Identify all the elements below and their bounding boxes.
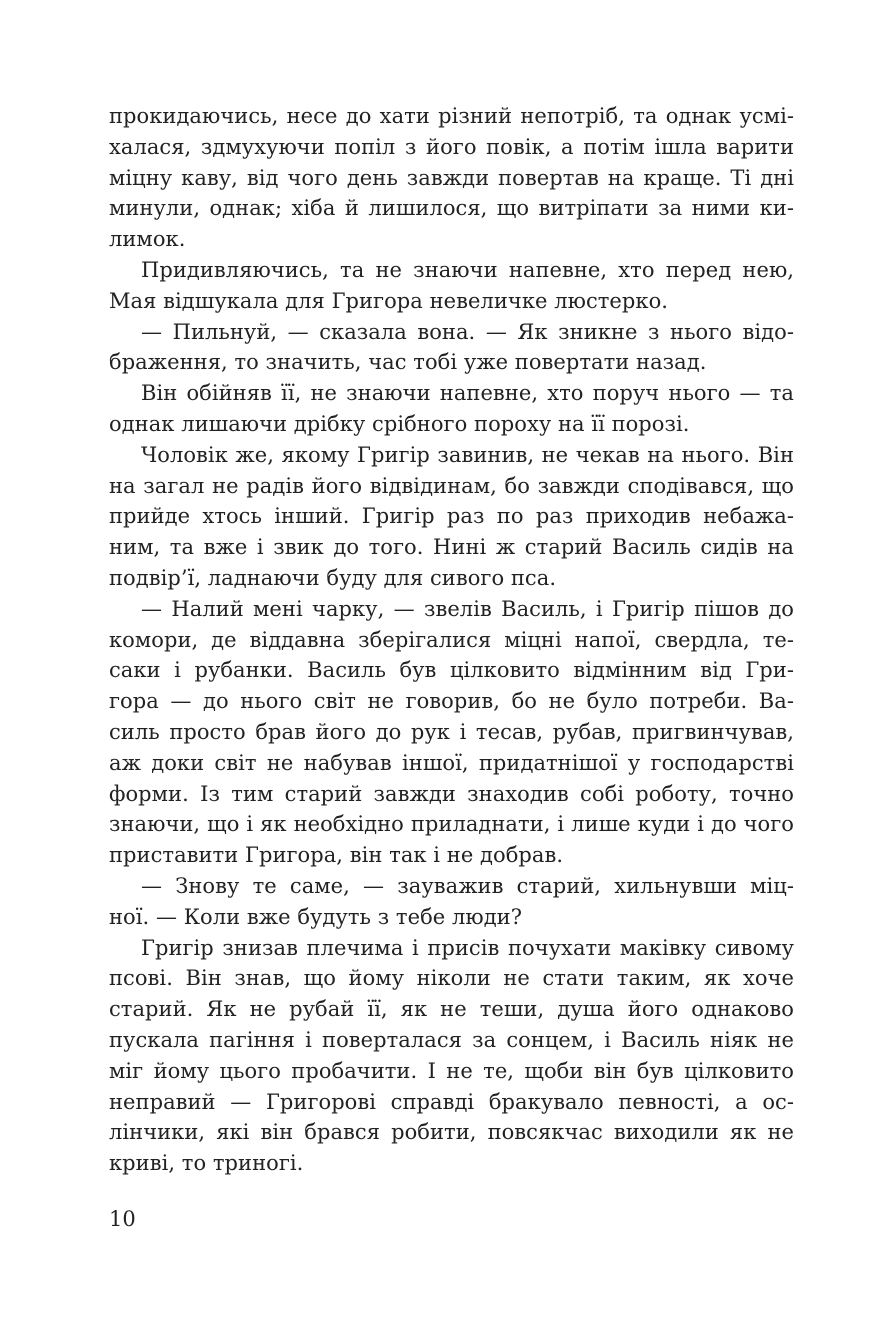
text-line: — Пильнуй, — сказала вона. — Як зникне з нього відо- (141, 319, 794, 344)
paragraph (109, 933, 794, 1179)
text-line: — Налий мені чарку, — звелів Василь, і Григір пішов до (141, 596, 794, 621)
text-line: неправий — Григорові справді бракувало певності, а ос- (109, 1089, 794, 1114)
paragraph (109, 594, 794, 871)
text-line: Мая відшукала для Григора невеличке люстерко. (109, 288, 668, 313)
text-line: міг йому цього пробачити. І не те, щоби він був цілковито (109, 1058, 794, 1083)
text-line: форми. Із тим старий завжди знаходив собі роботу, точно (109, 781, 794, 806)
text-line: аж доки світ не набував іншої, придатнішої у господарстві (109, 750, 794, 775)
text-line: приставити Григора, він так і не добрав. (109, 843, 564, 868)
paragraph (109, 440, 794, 594)
text-line: подвір’ї, ладнаючи буду для сивого пса. (109, 565, 557, 590)
text-line: лінчики, які він брався робити, повсякчас виходили як не (109, 1120, 794, 1145)
paragraph (109, 871, 794, 933)
text-line: старий. Як не рубай її, як не теши, душа його однаково (109, 997, 794, 1022)
text-line: халася, здмухуючи попіл з його повік, а потім ішла варити (109, 134, 794, 159)
text-line: на загал не радів його відвідинам, бо завжди сподівався, що (109, 473, 794, 498)
text-line: псові. Він знав, що йому ніколи не стати таким, як хоче (109, 966, 794, 991)
text-line: пускала пагіння і поверталася за сонцем, і Василь ніяк не (109, 1027, 794, 1052)
text-line: Григір знизав плечима і присів почухати маківку сивому (141, 935, 794, 960)
text-line: ної. — Коли вже будуть з тебе люди? (109, 904, 523, 929)
paragraph (109, 378, 794, 440)
text-line: минули, однак; хіба й лишилося, що витріпати за ними ки- (109, 196, 794, 221)
text-line: комори, де віддавна зберігалися міцні напої, свердла, те- (109, 627, 794, 652)
text-line: однак лишаючи дрібку срібного пороху на її порозі. (109, 411, 690, 436)
text-line: Придивляючись, та не знаючи напевне, хто перед нею, (141, 257, 794, 282)
text-line: криві, то триногі. (109, 1151, 304, 1176)
text-line: браження, то значить, час тобі уже повертати назад. (109, 350, 707, 375)
body-text (109, 101, 794, 1179)
text-line: силь просто брав його до рук і тесав, рубав, пригвинчував, (109, 719, 794, 744)
text-line: — Знову те саме, — зауважив старий, хильнувши міц- (141, 873, 794, 898)
text-line: міцну каву, від чого день завжди повертав на краще. Ті дні (109, 165, 794, 190)
text-line: Він обійняв її, не знаючи напевне, хто поруч нього — та (141, 381, 794, 406)
paragraph (109, 317, 794, 379)
page-number: 10 (109, 1207, 136, 1231)
text-line: саки і рубанки. Василь був цілковито відмінним від Гри- (109, 658, 794, 683)
text-line: ним, та вже і звик до того. Нині ж старий Василь сидів на (109, 535, 794, 560)
paragraph (109, 101, 794, 255)
text-line: прийде хтось інший. Григір раз по раз приходив небажа- (109, 504, 794, 529)
text-line: прокидаючись, несе до хати різний непотріб, та однак усмі- (109, 104, 794, 128)
text-line: лимок. (109, 227, 186, 252)
text-line: гора — до нього світ не говорив, бо не було потреби. Ва- (109, 689, 794, 714)
text-line: знаючи, що і як необхідно приладнати, і лише куди і до чого (109, 812, 794, 837)
paragraph (109, 255, 794, 317)
text-line: Чоловік же, якому Григір завинив, не чекав на нього. Він (141, 442, 794, 467)
